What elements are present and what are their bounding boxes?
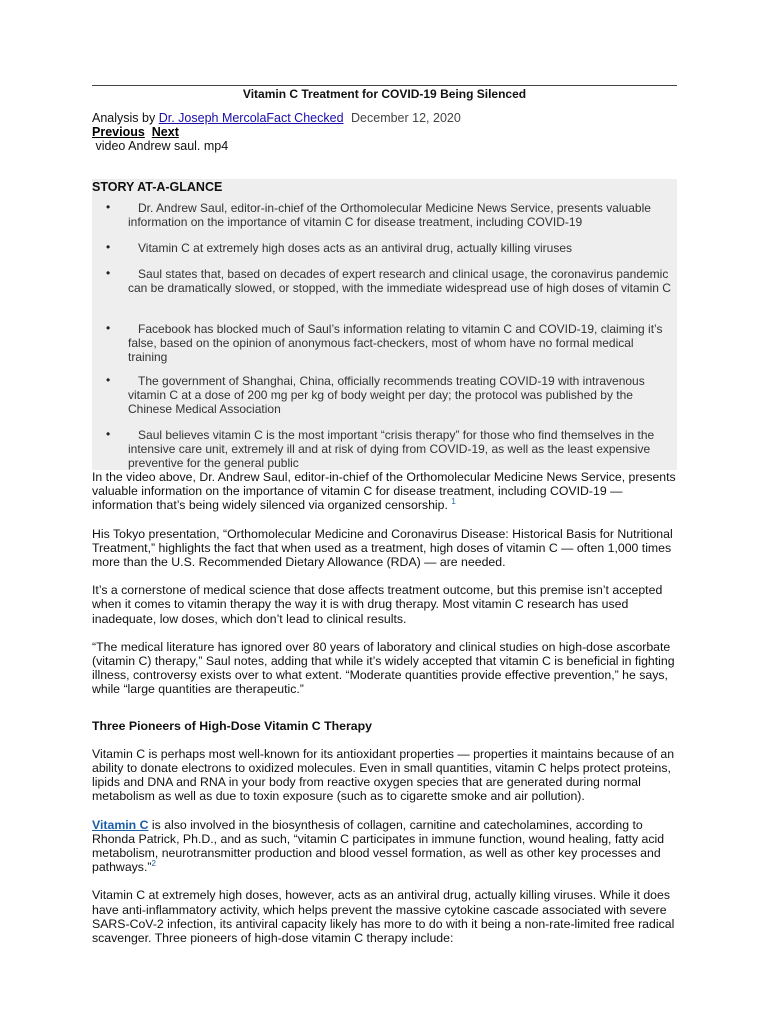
byline-prefix: Analysis by: [92, 111, 156, 125]
video-label: video Andrew saul. mp4: [95, 139, 229, 153]
bullet-icon: •: [106, 321, 111, 335]
paragraph: “The medical literature has ignored over 80 years of laboratory and clinical studies on high-dose ascorbate (vitamin C) therapy,” Saul notes, adding that while it’s widely accepted that vitamin C is beneficial in fighting illness, controversy exists over to what extent. “Moderate quantities provide effective prevention,” he says, while “large quantities are therapeutic.”: [92, 639, 675, 697]
paragraph: Vitamin C at extremely high doses, however, acts as an antiviral drug, actually killing viruses. While it does have anti-inflammatory activity, which helps prevent the massive cytokine cascade associated with severe SARS-CoV-2 infection, its antiviral capacity likely has more to do with it being a non-rate-limited free radical scavenger. Three pioneers of high-dose vitamin C therapy include:: [92, 888, 675, 946]
glance-item-text: Saul states that, based on decades of expert research and clinical usage, the coronavirus pandemic can be dramatically slowed, or stopped, with the immediate widespread use of high doses of vitamin C: [128, 267, 671, 295]
list-item: [106, 200, 676, 229]
paragraph: It’s a cornerstone of medical science that dose affects treatment outcome, but this premise isn’t accepted when it comes to vitamin therapy the way it is with drug therapy. Most vitamin C research has used inadequate, low doses, which don’t lead to clinical results.: [92, 583, 663, 626]
next-link[interactable]: Next: [151, 125, 179, 139]
bullet-icon: •: [106, 240, 111, 254]
paragraph: His Tokyo presentation, “Orthomolecular Medicine and Coronavirus Disease: Historical Basis for Nutritional Treatment,” highlights the fact that when used as a treatment, high doses of vitamin C — often 1,000 times more than the U.S. Recommended Dietary Allowance (RDA) — are needed.: [92, 526, 673, 570]
glance-item-text: Facebook has blocked much of Saul’s information relating to vitamin C and COVID-19, claiming it’s false, based on the opinion of anonymous fact-checkers, most of whom have no formal medical training: [128, 322, 663, 364]
bullet-icon: •: [106, 200, 111, 214]
previous-link[interactable]: Previous: [92, 125, 145, 139]
list-item: [106, 427, 676, 470]
bullet-icon: •: [106, 373, 111, 387]
article-body: [92, 470, 677, 959]
glance-heading: STORY AT-A-GLANCE: [92, 180, 223, 194]
byline: [92, 111, 461, 125]
paragraph-text: In the video above, Dr. Andrew Saul, editor-in-chief of the Orthomolecular Medicine News Service, presents valuable information on the importance of vitamin C for disease treatment, including COVID-19 — information that’s being widely silenced via organized censorship.: [92, 470, 676, 513]
list-item: [106, 266, 676, 295]
bullet-icon: •: [106, 427, 111, 441]
list-item: [106, 240, 676, 255]
glance-item-text: Saul believes vitamin C is the most important “crisis therapy” for those who find themselves in the intensive care unit, extremely ill and at risk of dying from COVID-19, as well as the least expensive preventive for the general public: [128, 428, 655, 470]
section-heading: Three Pioneers of High-Dose Vitamin C Therapy: [92, 718, 372, 733]
article-title: Vitamin C Treatment for COVID-19 Being Silenced: [242, 87, 527, 101]
story-at-a-glance: [92, 179, 677, 470]
glance-item-text: Dr. Andrew Saul, editor-in-chief of the Orthomolecular Medicine News Service, presents valuable information on the importance of vitamin C for disease treatment, including COVID-19: [128, 201, 651, 229]
paragraph: Vitamin C is perhaps most well-known for its antioxidant properties — properties it maintains because of an ability to donate electrons to oxidized molecules. Even in small quantities, vitamin C helps protect proteins, lipids and DNA and RNA in your body from reactive oxygen species that are generated during normal metabolism as well as due to toxin exposure (such as to cigarette smoke and air pollution).: [92, 746, 675, 804]
list-item: [106, 321, 676, 364]
glance-item-text: The government of Shanghai, China, officially recommends treating COVID-19 with intravenous vitamin C at a dose of 200 mg per kg of body weight per day; the protocol was published by the Chinese Medical Association: [128, 374, 645, 416]
paragraph-text: is also involved in the biosynthesis of collagen, carnitine and catecholamines, according to Rhonda Patrick, Ph.D., and as such, “vitamin C participates in immune function, wound healing, fatty acid metabolism, neurotransmitter production and blood vessel formation, as well as other key processes and pathways.”: [92, 817, 665, 875]
video-filename: [92, 139, 228, 153]
glance-item-text: Vitamin C at extremely high doses acts as an antiviral drug, actually killing viruses: [138, 241, 572, 255]
paragraph: [92, 818, 677, 875]
footnote-ref[interactable]: 1: [451, 497, 456, 507]
paragraph: [92, 470, 677, 513]
list-item: [106, 373, 676, 416]
footnote-ref[interactable]: 2: [151, 859, 156, 869]
publish-date: December 12, 2020: [351, 111, 461, 125]
bullet-icon: •: [106, 266, 111, 280]
pager: [92, 125, 179, 139]
author-link[interactable]: Dr. Joseph MercolaFact Checked: [158, 111, 344, 125]
top-divider: [92, 85, 677, 86]
vitamin-c-link[interactable]: Vitamin C: [92, 817, 149, 832]
